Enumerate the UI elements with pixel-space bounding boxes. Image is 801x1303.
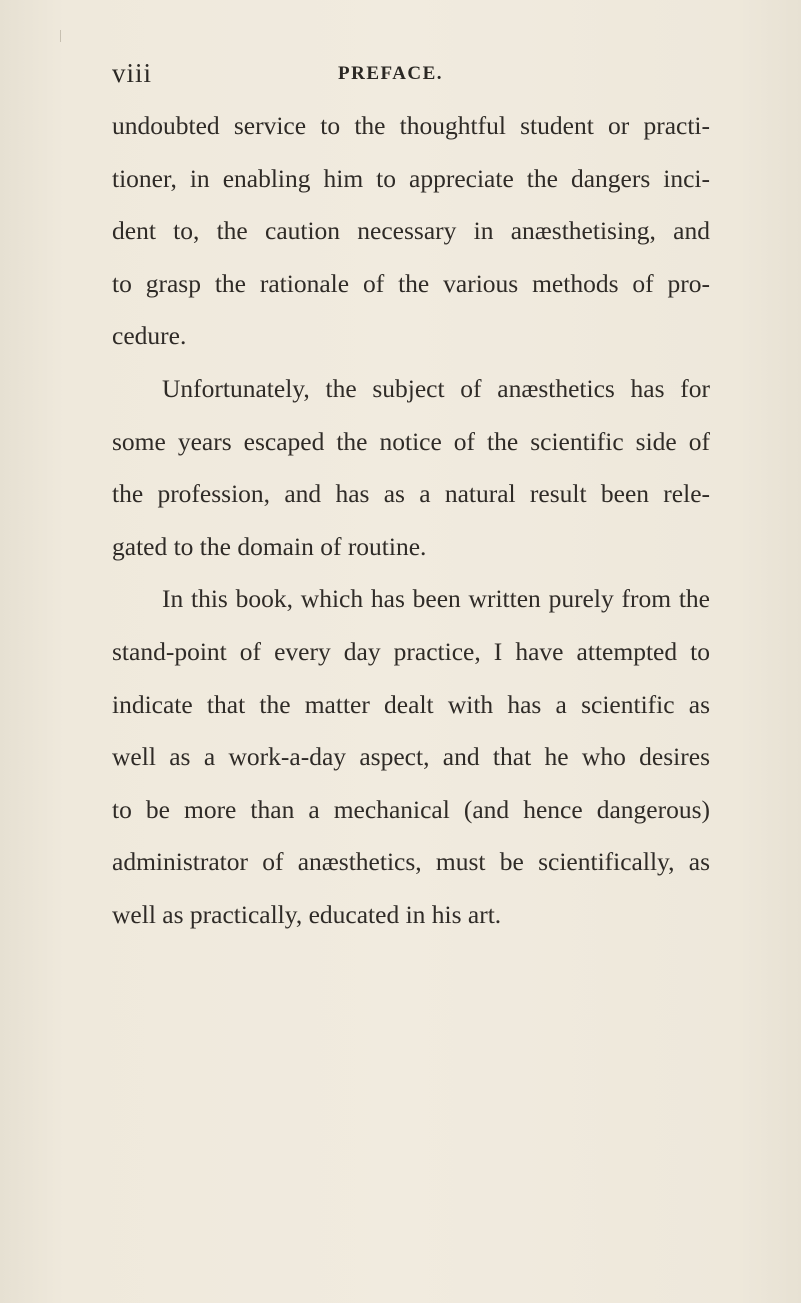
text-line: dent to, the caution necessary in anæsthetising, and — [112, 216, 710, 246]
paragraph-2 — [112, 363, 710, 573]
page-number: viii — [112, 58, 153, 88]
running-title: PREFACE. — [338, 63, 444, 84]
text-line: stand-point of every day practice, I have attempted to — [112, 636, 710, 666]
text-line: tioner, in enabling him to appreciate the dangers inci- — [112, 163, 710, 193]
text-line: undoubted service to the thoughtful student or practi- — [112, 111, 710, 140]
running-head — [0, 58, 801, 88]
text-line: gated to the domain of routine. — [112, 531, 427, 561]
text-line: In this book, which has been written purely from the — [162, 584, 710, 614]
text-line: some years escaped the notice of the scientific side of — [112, 426, 710, 456]
text-line: the profession, and has as a natural result been rele- — [112, 479, 710, 509]
text-line: well as a work-a-day aspect, and that he who desires — [112, 742, 710, 772]
text-line: indicate that the matter dealt with has a scientific as — [112, 689, 710, 719]
page-edge-mark — [60, 30, 61, 42]
paragraph-1 — [112, 100, 710, 363]
body-text — [112, 100, 710, 942]
text-line: to be more than a mechanical (and hence dangerous) — [112, 794, 710, 824]
text-line: well as practically, educated in his art. — [112, 899, 502, 929]
text-line: Unfortunately, the subject of anæsthetics has for — [162, 373, 710, 403]
paragraph-3 — [112, 573, 710, 941]
text-line: to grasp the rationale of the various methods of pro- — [112, 268, 710, 298]
text-line: cedure. — [112, 321, 187, 351]
text-line: administrator of anæsthetics, must be scientifically, as — [112, 847, 710, 877]
